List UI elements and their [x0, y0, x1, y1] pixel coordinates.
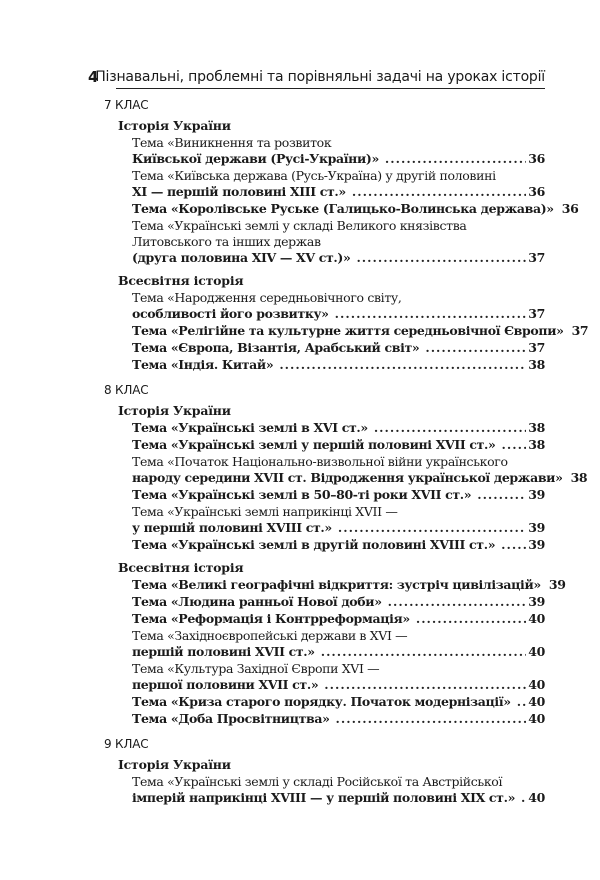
- toc-page-number: 37: [571, 323, 589, 338]
- toc-entry-last-line: [132, 611, 545, 627]
- toc-entry-title-line: Литовського та інших держав: [132, 234, 321, 249]
- toc-page-number: 36: [528, 184, 545, 199]
- toc-entry-title-line: Тема «Українські землі у першій половині XVII ст.»: [132, 437, 496, 452]
- toc-entry[interactable]: [132, 135, 545, 167]
- dot-leader: [477, 487, 526, 503]
- dot-leader: [352, 184, 526, 200]
- toc-entry-last-line: [132, 594, 545, 610]
- table-of-contents: [104, 97, 589, 807]
- toc-entry-title-line: Тема «Українські землі в другій половині XVIII ст.»: [132, 537, 496, 552]
- toc-entry-title-line: Тема «Королівське Руське (Галицько-Волинська держава)»: [132, 201, 554, 216]
- dot-leader: [335, 306, 527, 322]
- toc-entry-title-line: Тема «Реформація і Контрреформація»: [132, 611, 410, 626]
- toc-entry-title-line: першій половині XVII ст.»: [132, 644, 315, 659]
- toc-entry-title-line: Тема «Київська держава (Русь-Україна) у другій половині: [132, 168, 496, 183]
- toc-entry-title-line: Тема «Європа, Візантія, Арабський світ»: [132, 340, 420, 355]
- toc-entry-title-line: Тема «Народження середньовічного світу,: [132, 290, 402, 305]
- toc-entry[interactable]: [132, 694, 545, 710]
- toc-entry[interactable]: [132, 537, 545, 553]
- toc-entry[interactable]: [132, 201, 579, 217]
- toc-page-number: 38: [528, 437, 545, 452]
- toc-entry-title-line: Тема «Культура Західної Європи XVI —: [132, 661, 380, 676]
- toc-entry-last-line: [132, 487, 545, 503]
- toc-entry-last-line: [132, 306, 545, 322]
- toc-entry-title-line: Тема «Українські землі у складі Російської та Австрійської: [132, 774, 503, 789]
- toc-entry[interactable]: [132, 218, 545, 266]
- dot-leader: [279, 357, 526, 373]
- toc-page-number: 38: [528, 357, 545, 372]
- dot-leader: [388, 594, 527, 610]
- running-title: Пізнавальні, проблемні та порівняльні задачі на уроках історії: [95, 69, 545, 85]
- toc-entry[interactable]: [132, 420, 545, 436]
- toc-page-number: 40: [528, 790, 545, 805]
- toc-entry-title-line: XI — першій половині XIII ст.»: [132, 184, 346, 199]
- toc-entry-last-line: [132, 151, 545, 167]
- toc-entry-last-line: [132, 694, 545, 710]
- toc-page-number: 39: [528, 487, 545, 502]
- toc-page-number: 38: [570, 470, 588, 485]
- grade-heading: 7 КЛАС: [104, 98, 149, 112]
- toc-page-number: 37: [528, 250, 545, 265]
- toc-entry-last-line: [132, 644, 545, 660]
- toc-page-number: 40: [528, 677, 545, 692]
- toc-entry-title-line: Київської держави (Русі-України)»: [132, 151, 379, 166]
- dot-leader: [501, 537, 526, 553]
- dot-leader: [502, 437, 527, 453]
- toc-page-number: 36: [561, 201, 579, 216]
- toc-entry-title-line: Тема «Західноєвропейські держави в XVI —: [132, 628, 408, 643]
- subject-heading: Історія України: [118, 403, 231, 418]
- dot-leader: [374, 420, 526, 436]
- toc-entry-last-line: [132, 577, 566, 593]
- dot-leader: [338, 520, 526, 536]
- toc-page-number: 40: [528, 611, 545, 626]
- toc-entry-last-line: [132, 184, 545, 200]
- dot-leader: [356, 250, 526, 266]
- subject-heading: Історія України: [118, 757, 231, 772]
- toc-entry-title-line: Тема «Українські землі у складі Великого князівства: [132, 218, 467, 233]
- toc-entry-title-line: Тема «Українські землі наприкінці XVII —: [132, 504, 398, 519]
- toc-entry-title-line: Тема «Початок Національно-визвольної війни українського: [132, 454, 508, 469]
- toc-page-number: 40: [528, 644, 545, 659]
- dot-leader: [416, 611, 526, 627]
- subject-heading: Всесвітня історія: [118, 560, 244, 575]
- dot-leader: [336, 711, 527, 727]
- toc-entry[interactable]: [132, 774, 545, 806]
- toc-entry[interactable]: [132, 323, 589, 339]
- grade-heading: 8 КЛАС: [104, 383, 149, 397]
- toc-entry-last-line: [132, 677, 545, 693]
- toc-entry-title-line: особливості його розвитку»: [132, 306, 329, 321]
- toc-entry-last-line: [132, 520, 545, 536]
- toc-entry-title-line: Тема «Українські землі в XVI ст.»: [132, 420, 368, 435]
- toc-entry-last-line: [132, 340, 545, 356]
- toc-entry[interactable]: [132, 594, 545, 610]
- toc-entry[interactable]: [132, 168, 545, 200]
- toc-entry[interactable]: [132, 454, 588, 486]
- toc-entry-title-line: Тема «Індія. Китай»: [132, 357, 274, 372]
- toc-page-number: 36: [528, 151, 545, 166]
- toc-entry-title-line: у першій половині XVIII ст.»: [132, 520, 332, 535]
- toc-page-number: 39: [528, 594, 545, 609]
- toc-entry-last-line: [132, 201, 579, 217]
- dot-leader: [425, 340, 526, 356]
- header-rule: [116, 88, 545, 89]
- toc-entry-title-line: народу середини XVII ст. Відродження української держави»: [132, 470, 563, 485]
- toc-entry[interactable]: [132, 290, 545, 322]
- toc-entry-title-line: першої половини XVII ст.»: [132, 677, 319, 692]
- toc-page-number: 39: [528, 520, 545, 535]
- toc-entry-title-line: (друга половина XIV — XV ст.)»: [132, 250, 351, 265]
- toc-entry[interactable]: [132, 357, 545, 373]
- toc-entry-title-line: імперій наприкінці XVIII — у першій половині XIX ст.»: [132, 790, 516, 805]
- toc-page-number: 37: [528, 306, 545, 321]
- toc-entry-last-line: [132, 537, 545, 553]
- toc-entry[interactable]: [132, 711, 545, 727]
- toc-page-number: 40: [528, 694, 545, 709]
- toc-entry[interactable]: [132, 340, 545, 356]
- toc-entry[interactable]: [132, 628, 545, 660]
- dot-leader: [385, 151, 526, 167]
- subject-heading: Історія України: [118, 118, 231, 133]
- grade-heading: 9 КЛАС: [104, 737, 149, 751]
- toc-entry-last-line: [132, 470, 588, 486]
- toc-entry-last-line: [132, 250, 545, 266]
- toc-entry-last-line: [132, 790, 545, 806]
- dot-leader: [321, 644, 527, 660]
- toc-entry[interactable]: [132, 437, 545, 453]
- toc-page-number: 37: [528, 340, 545, 355]
- toc-entry[interactable]: [132, 661, 545, 693]
- dot-leader: [517, 694, 527, 710]
- toc-page-number: 40: [528, 711, 545, 726]
- toc-page-number: 39: [548, 577, 566, 592]
- toc-entry-last-line: [132, 437, 545, 453]
- toc-entry-title-line: Тема «Доба Просвітництва»: [132, 711, 330, 726]
- toc-entry-last-line: [132, 323, 589, 339]
- toc-entry-last-line: [132, 711, 545, 727]
- toc-entry-title-line: Тема «Великі географічні відкриття: зустріч цивілізацій»: [132, 577, 541, 592]
- toc-page-number: 38: [528, 420, 545, 435]
- toc-entry-title-line: Тема «Виникнення та розвиток: [132, 135, 332, 150]
- toc-entry-title-line: Тема «Людина ранньої Нової доби»: [132, 594, 382, 609]
- toc-entry-last-line: [132, 420, 545, 436]
- toc-entry-title-line: Тема «Криза старого порядку. Початок модернізації»: [132, 694, 511, 709]
- toc-entry-title-line: Тема «Релігійне та культурне життя середньовічної Європи»: [132, 323, 564, 338]
- toc-entry[interactable]: [132, 611, 545, 627]
- toc-entry-last-line: [132, 357, 545, 373]
- toc-entry[interactable]: [132, 577, 566, 593]
- toc-page-number: 39: [528, 537, 545, 552]
- dot-leader: [521, 790, 526, 806]
- page-number: 4: [88, 68, 99, 86]
- toc-entry[interactable]: [132, 504, 545, 536]
- subject-heading: Всесвітня історія: [118, 273, 244, 288]
- toc-entry-title-line: Тема «Українські землі в 50–80-ті роки XVII ст.»: [132, 487, 472, 502]
- dot-leader: [324, 677, 526, 693]
- toc-entry[interactable]: [132, 487, 545, 503]
